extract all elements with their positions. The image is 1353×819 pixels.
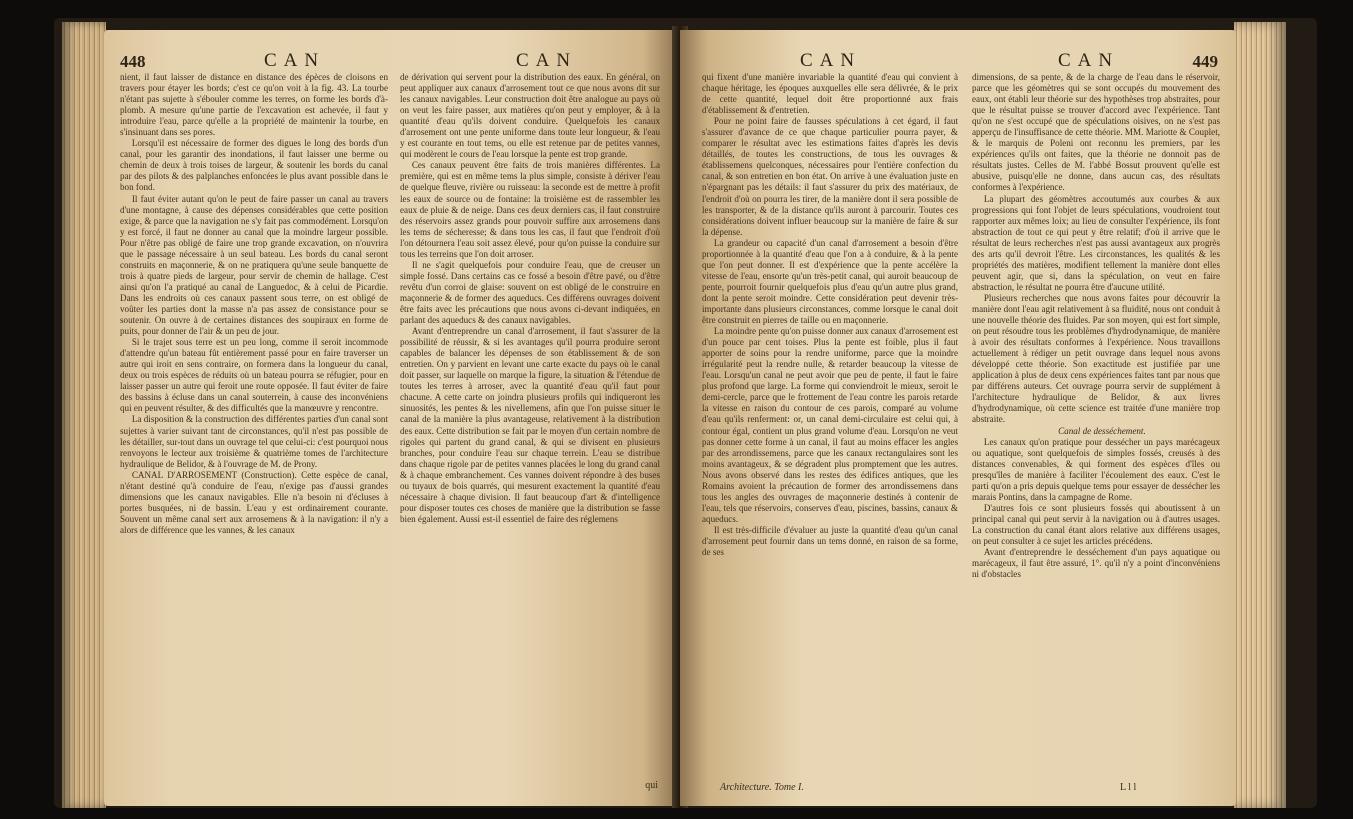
text-column-right (972, 72, 1220, 772)
right-page (680, 30, 1236, 806)
section-heading: Canal de desséchement. (1058, 425, 1146, 436)
paragraph: Plusieurs recherches que nous avons faites pour découvrir la manière dont l'eau agit relativement à sa fluidité, nous ont conduit à une nouvelle théorie des fluides. Par son moyen, qui est fort simple, on peut résoudre tous les problèmes d'hydrodynamique, de manière à avoir des résultats conformes à l'expérience. Nous travaillons actuellement à rédiger un petit ouvrage dans lequel nous avons développé cette théorie. Son exactitude est justifiée par une application à plus de deux cens expériences faites tant par nous que par différens auteurs. Cet ouvrage pourra servir de supplément à l'architecture hydraulique de Belidor, & aux livres d'hydrodynamique, où cette science est traitée d'une manière trop abstraite. (972, 292, 1220, 425)
running-head: CAN (800, 50, 862, 71)
paragraph: Les canaux qu'on pratique pour dessécher un pays marécageux ou aquatique, sont quelquefois de simples fossés, creusés à des distances convenables, & qui forment des espèces d'îles ou presqu'îles de manière à faciliter l'écoulement des eaux. C'est le parti qu'on a pris depuis quelque tems pour essayer de dessécher les marais Pontins, dans la campagne de Rome. (972, 436, 1220, 502)
paragraph: dimensions, de sa pente, & de la charge de l'eau dans le réservoir, parce que les géomètres qui se sont occupés du mouvement des eaux, ont établi leur théorie sur des hypothèses trop abstraites, pour que le résultat puisse se trouver d'accord avec l'expérience. Tant qu'on ne s'est occupé que de spéculations oisives, on ne s'est pas apperçu de l'insuffisance de cette théorie. MM. Mariotte & Couplet, & le marquis de Poleni ont reconnu les premiers, par les expériences qu'ils ont faites, que la théorie ne donnoit pas de résultats justes. Celles de M. l'abbé Bossut prouvent qu'elle est abusive, puisqu'elle ne donne, dans aucun cas, des résultats conformes à l'expérience. (972, 72, 1220, 193)
signature-mark: L l l (1120, 782, 1137, 793)
paragraph: La plupart des géomètres accoutumés aux courbes & aux progressions qui font l'objet de leurs spéculations, voudroient tout rapporter aux mêmes loix; au lieu de consulter l'expérience, ils font abstraction de tout ce qui peut y être relatif; d'où il arrive que le résultat de leurs recherches n'est pas aussi avantageux aux progrès des arts qu'il devroit l'être. Les circonstances, les qualités & les propriétés des matières, modifient tellement la manière dont elles peuvent agir, que si, dans la spéculation, on veut en faire abstraction, le résultat ne pourra être d'aucune utilité. (972, 193, 1220, 292)
paragraph: La moindre pente qu'on puisse donner aux canaux d'arrosement est d'un pouce par cent toises. Plus la pente est foible, plus il faut apporter de soins pour la rendre uniforme, parce que la moindre irrégularité peut la rendre nulle, & retarder beaucoup la vitesse de l'eau. Lorsqu'un canal ne peut avoir que peu de pente, il faut le faire plus profond que large. La forme qui conviendroit le mieux, seroit le demi-cercle, parce que le frottement de l'eau contre les parois retarde la vitesse en raison du contour de ces parois, comparé au volume d'eau qu'ils renferment: or, un canal demi-circulaire est celui qui, à contour égal, contient un plus grand volume d'eau. Lorsqu'on ne veut pas donner cette forme à un canal, il faut au moins effacer les angles par des arrondissemens, parce que les canaux rectangulaires sont les moins avantageux, & se dégradent plus promptement que les autres. Nous avons observé dans les restes des édifices antiques, que les Romains avoient la précaution de former des arrondissemens dans tous les angles des ouvrages de maçonnerie destinés à contenir de l'eau, tels que réservoirs, conserves d'eau, piscines, bassins, canaux & aqueducs. (702, 326, 958, 524)
running-head: CAN (516, 50, 578, 71)
paragraph: Avant d'entreprendre le desséchement d'un pays aquatique ou marécageux, il faut être assuré, 1°. qu'il n'y a point d'inconvéniens ni d'obstacles (972, 547, 1220, 580)
paragraph: qui fixent d'une manière invariable la quantité d'eau qui convient à chaque héritage, les époques auxquelles elle sera délivrée, & le prix de cette quantité, lequel doit être proportionné aux frais d'établissement & d'entretien. (702, 72, 958, 116)
right-page-edges (1234, 22, 1286, 808)
paragraph: D'autres fois ce sont plusieurs fossés qui aboutissent à un principal canal qui peut servir à la navigation ou à d'autres usages. La construction du canal étant alors relative aux différens usages, on peut consulter à ce sujet les articles précédens. (972, 502, 1220, 546)
paragraph: La disposition & la construction des différentes parties d'un canal sont sujettes à varier suivant tant de circonstances, qu'il n'est pas possible de les détailler, sur-tout dans un ouvrage tel que celui-ci: c'est pourquoi nous renvoyons le lecteur aux troisième & quatrième tomes de l'architecture hydraulique de Belidor, & à l'ouvrage de M. de Prony. (120, 414, 388, 469)
left-page-edges (62, 22, 106, 808)
running-head: CAN (1058, 50, 1120, 71)
paragraph: Ces canaux peuvent être faits de trois manières différentes. La première, qui est en même tems la plus simple, consiste à dériver l'eau de quelque fleuve, rivière ou ruisseau: la seconde est de mettre à profit les eaux de source ou de fontaine: la troisième est de rassembler les eaux de pluie & de neige. Dans ces deux derniers cas, il faut construire des réservoirs assez grands pour pouvoir suffire aux arrosemens dans les tems de sécheresse; & dans tous les cas, il faut que l'endroit d'où l'on détournera l'eau soit assez élevé, pour qu'on puisse la conduire sur tous les terreins que l'on doit arroser. (400, 160, 660, 259)
running-head: CAN (264, 50, 326, 71)
page-number: 448 (120, 52, 146, 71)
paragraph: Avant d'entreprendre un canal d'arrosement, il faut s'assurer de la possibilité de réussir, & si les avantages qu'il pourra produire seront capables de balancer les dépenses de son établissement & de son entretien. On y parvient en levant une carte exacte du pays où le canal doit passer, sur laquelle on marque la figure, la situation & l'étendue de toutes les terres à arroser, avec la quantité d'eau qu'il faut pour chacune. A cette carte on joindra plusieurs profils qui indiqueront les sinuosités, les pentes & les nivellemens, afin que l'on puisse situer le canal de la manière la plus avantageuse, relativement à la distribution des eaux. Cette distribution se fait par le moyen d'un certain nombre de rigoles qui partent du grand canal, & qui se divisent en plusieurs branches, pour conduire l'eau sur chaque terrein. L'eau se distribue dans chaque rigole par de petites vannes placées le long du grand canal & à chaque embranchement. Ces vannes doivent répondre à des buses ou tuyaux de bois quarrés, qui mesurent exactement la quantité d'eau nécessaire à chaque division. Il faut beaucoup d'art & d'intelligence pour disposer toutes ces choses de manière que la distribution se fasse bien également. Aussi est-il essentiel de faire des réglemens (400, 326, 660, 524)
page-number: 449 (1192, 52, 1218, 71)
catchword: qui (645, 780, 658, 791)
paragraph: CANAL D'ARROSEMENT (Construction). Cette espèce de canal, n'étant destiné qu'à conduire de l'eau, n'exige pas d'aussi grandes dimensions que les canaux navigables. Elle n'a besoin ni d'écluses à portes busquées, ni de bassin. L'eau y est ordinairement courante. Souvent un même canal sert aux arrosemens & à la navigation: il n'y a alors de différence que les vannes, & les canaux (120, 469, 388, 535)
footer-title: Architecture. Tome I. (720, 782, 804, 793)
left-page (104, 30, 678, 806)
text-column-right (400, 72, 660, 772)
text-column-left (702, 72, 958, 772)
paragraph: Si le trajet sous terre est un peu long, comme il seroit incommode d'attendre qu'un bateau fût entièrement passé pour en faire traverser un autre qui iroit en sens contraire, on formera dans la longueur du canal, deux ou trois espèces de réduits où un bateau pourra se réfugier, pour en laisser passer un autre qui feroit une route opposée. Il faut éviter de faire des bassins à écluse dans un canal souterrein, à cause des inconvéniens qui en peuvent résulter, & des difficultés que la manœuvre y rencontre. (120, 337, 388, 414)
paragraph: Lorsqu'il est nécessaire de former des digues le long des bords d'un canal, pour les garantir des inondations, il faut laisser une berme ou chemin de deux à trois toises de largeur, & soutenir les bords du canal par des pilots & des palplanches enfoncées le plus avant possible dans le bon fond. (120, 138, 388, 193)
paragraph: nient, il faut laisser de distance en distance des épèces de cloisons en travers pour étayer les bords; c'est ce qu'on voit à la fig. 43. La tourbe n'étant pas sujette à s'ébouler comme les terres, on forme les bords d'à-plomb. A mesure qu'une partie de l'excavation est achevée, il faut y introduire l'eau, parce qu'elle a la propriété de maintenir la tourbe, en s'insinuant dans ses pores. (120, 72, 388, 138)
paragraph: Il est très-difficile d'évaluer au juste la quantité d'eau qu'un canal d'arrosement peut fournir dans un tems donné, en raison de sa forme, de ses (702, 524, 958, 558)
paragraph: Il ne s'agit quelquefois pour conduire l'eau, que de creuser un simple fossé. Dans certains cas ce fossé a besoin d'être pavé, ou d'être revêtu d'un corroi de glaise: souvent on est obligé de le construire en maçonnerie & de former des aqueducs. Ces différens ouvrages doivent être faits avec les précautions que nous avons ci-devant indiquées, en parlant des aqueducs & des canaux navigables. (400, 259, 660, 326)
paragraph: La grandeur ou capacité d'un canal d'arrosement a besoin d'être proportionnée à la quantité d'eau que l'on a à conduire, & à la pente que l'on peut donner. Il est d'expérience que la pente accélère la vitesse de l'eau, ensorte qu'un très-petit canal, qui auroit beaucoup de pente, pourroit fournir quelquefois plus d'eau qu'un autre plus grand, dont la pente seroit moindre. Cette considération peut devenir très-importante dans plusieurs circonstances, comme lorsque le canal doit être construit en pierres de taille ou en maçonnerie. (702, 237, 958, 326)
text-column-left (120, 72, 388, 772)
paragraph: de dérivation qui servent pour la distribution des eaux. En général, on peut appliquer aux canaux d'arrosement tout ce que nous avons dit sur les canaux navigables. Leur construction doit être analogue au pays où on veut les faire passer, aux matières qu'on peut y employer, & à la quantité d'eau qu'ils doivent conduire. Quelquefois les canaux d'arrosement ont une pente uniforme dans toute leur longueur, & l'eau y est courante en tout tems, ou elle est retenue par de petites vannes, qui modèrent le cours de l'eau lorsque la pente est trop grande. (400, 72, 660, 160)
paragraph: Il faut éviter autant qu'on le peut de faire passer un canal au travers d'une montagne, à cause des dépenses considérables que cette position exige, & parce que la navigation ne s'y fait pas commodément. Lorsqu'on y est forcé, il faut ne donner au canal que la moindre largeur possible. Pour n'être pas obligé de faire une trop grande excavation, on n'ouvrira que le passage nécessaire à un seul bateau. Les bords du canal seront construits en maçonnerie, & on ne pratiquera qu'une seule banquette de trois à quatre pieds de largeur, pour servir de chemin de hallage. C'est ainsi qu'on l'a pratiqué au canal de Languedoc, & à celui de Picardie. Dans les endroits où ces canaux passent sous terre, on est obligé de voûter les parties dont la masse n'a pas assez de consistance pour se soutenir. On ouvre à de certaines distances des soupiraux en forme de puits, pour donner de l'air & un peu de jour. (120, 193, 388, 337)
paragraph: Pour ne point faire de fausses spéculations à cet égard, il faut s'assurer d'avance de ce que chaque particulier pourra payer, & comparer le résultat avec les estimations faites d'après les devis détaillés, de toutes les constructions, de tous les ouvrages & établissemens quelconques, nécessaires pour l'entière confection du canal, & son entretien en bon état. On arrive à une évaluation juste en n'épargnant pas les détails: il faut s'assurer du prix des matériaux, de l'endroit d'où on pourra les tirer, de la manière dont il sera possible de les transporter, & de la distance qu'ils auront à parcourir. Toutes ces considérations doivent influer beaucoup sur la manière de faire & sur la dépense. (702, 116, 958, 237)
